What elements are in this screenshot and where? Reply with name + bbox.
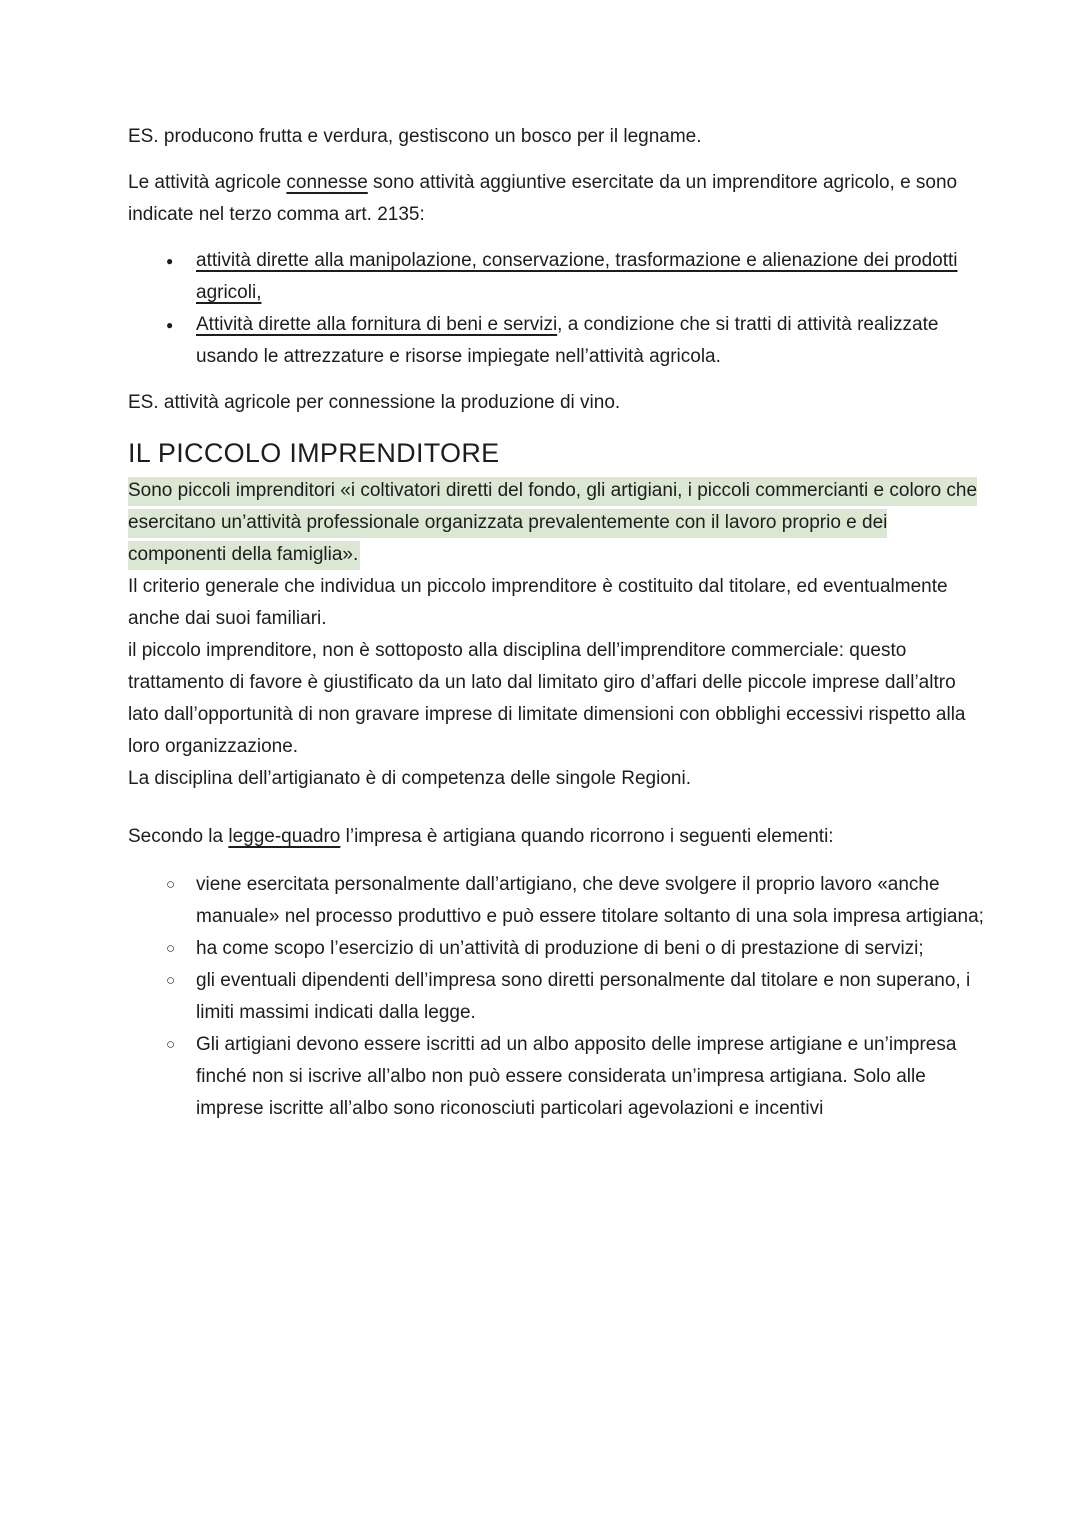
paragraph-example-vino: ES. attività agricole per connessione la produzione di vino. [128, 392, 621, 413]
list-item-manipolazione [196, 245, 985, 309]
section-heading-piccolo-imprenditore: IL PICCOLO IMPRENDITORE [128, 438, 500, 468]
text-run: Le attività agricole [128, 172, 287, 193]
text-run-underlined: connesse [286, 172, 368, 193]
text-run: l’impresa è artigiana quando ricorrono i seguenti elementi: [340, 826, 834, 847]
paragraph-block-criterio [128, 571, 985, 795]
text-run-underlined: Attività dirette alla fornitura di beni e servizi [196, 314, 558, 335]
list-item-fornitura [196, 309, 985, 373]
list-item-dipendenti: ○ gli eventuali dipendenti dell’impresa sono diretti personalmente dal titolare e non superano, i limiti massimi indicati dalla legge. [196, 965, 985, 1029]
list-item-scopo-esercizio: ○ ha come scopo l’esercizio di un’attività di produzione di beni o di prestazione di servizi; [196, 933, 985, 965]
list-item-esercitata-personalmente: ○ viene esercitata personalmente dall’artigiano, che deve svolgere il proprio lavoro «anche manuale» nel processo produttivo e può essere titolare soltanto di una sola impresa artigiana; [196, 869, 985, 933]
paragraph-criterio-generale: Il criterio generale che individua un piccolo imprenditore è costituito dal titolare, ed eventualmente anche dai suoi familiari. [128, 576, 948, 629]
text-run-underlined: attività dirette alla manipolazione, conservazione, trasformazione e alienazione dei prodotti agricoli, [196, 250, 958, 303]
paragraph-highlighted-definition [128, 475, 985, 571]
paragraph-disciplina-commerciale: il piccolo imprenditore, non è sottoposto alla disciplina dell’imprenditore commerciale: questo trattamento di favore è giustificato da un lato dal limitato giro d’affari delle piccole imprese dall’altro lato dall’opportunità di non gravare imprese di limitate dimensioni con obblighi eccessivi rispetto alla loro organizzazione. [128, 640, 966, 757]
text-run-underlined: legge-quadro [228, 826, 341, 847]
paragraph-attivita-connesse [128, 167, 985, 231]
list-item-albo-apposito: ○ Gli artigiani devono essere iscritti ad un albo apposito delle imprese artigiane e un’impresa finché non si iscrive all’albo non può essere considerata un’impresa artigiana. Solo alle imprese iscritte all’albo sono riconosciuti particolari agevolazioni e incentivi [196, 1029, 985, 1125]
list-elementi-impresa-artigiana [128, 869, 985, 1125]
text-run: , a condizione che si tratti di attività realizzate usando le attrezzature e risorse impiegate nell’attività agricola. [196, 314, 939, 367]
highlighted-text: Sono piccoli imprenditori «i coltivatori diretti del fondo, gli artigiani, i piccoli commercianti e coloro che esercitano un’attività professionale organizzata prevalentemente con il lavoro proprio e dei componenti della famiglia». [128, 477, 977, 570]
paragraph-legge-quadro [128, 821, 985, 853]
text-run: Secondo la [128, 826, 229, 847]
list-attivita-connesse [128, 245, 985, 373]
text-run: sono attività aggiuntive esercitate da un imprenditore agricolo, e sono indicate nel terzo comma art. 2135: [128, 172, 958, 225]
paragraph-example-fruit: ES. producono frutta e verdura, gestiscono un bosco per il legname. [128, 126, 702, 147]
paragraph-disciplina-artigianato: La disciplina dell’artigianato è di competenza delle singole Regioni. [128, 768, 691, 789]
